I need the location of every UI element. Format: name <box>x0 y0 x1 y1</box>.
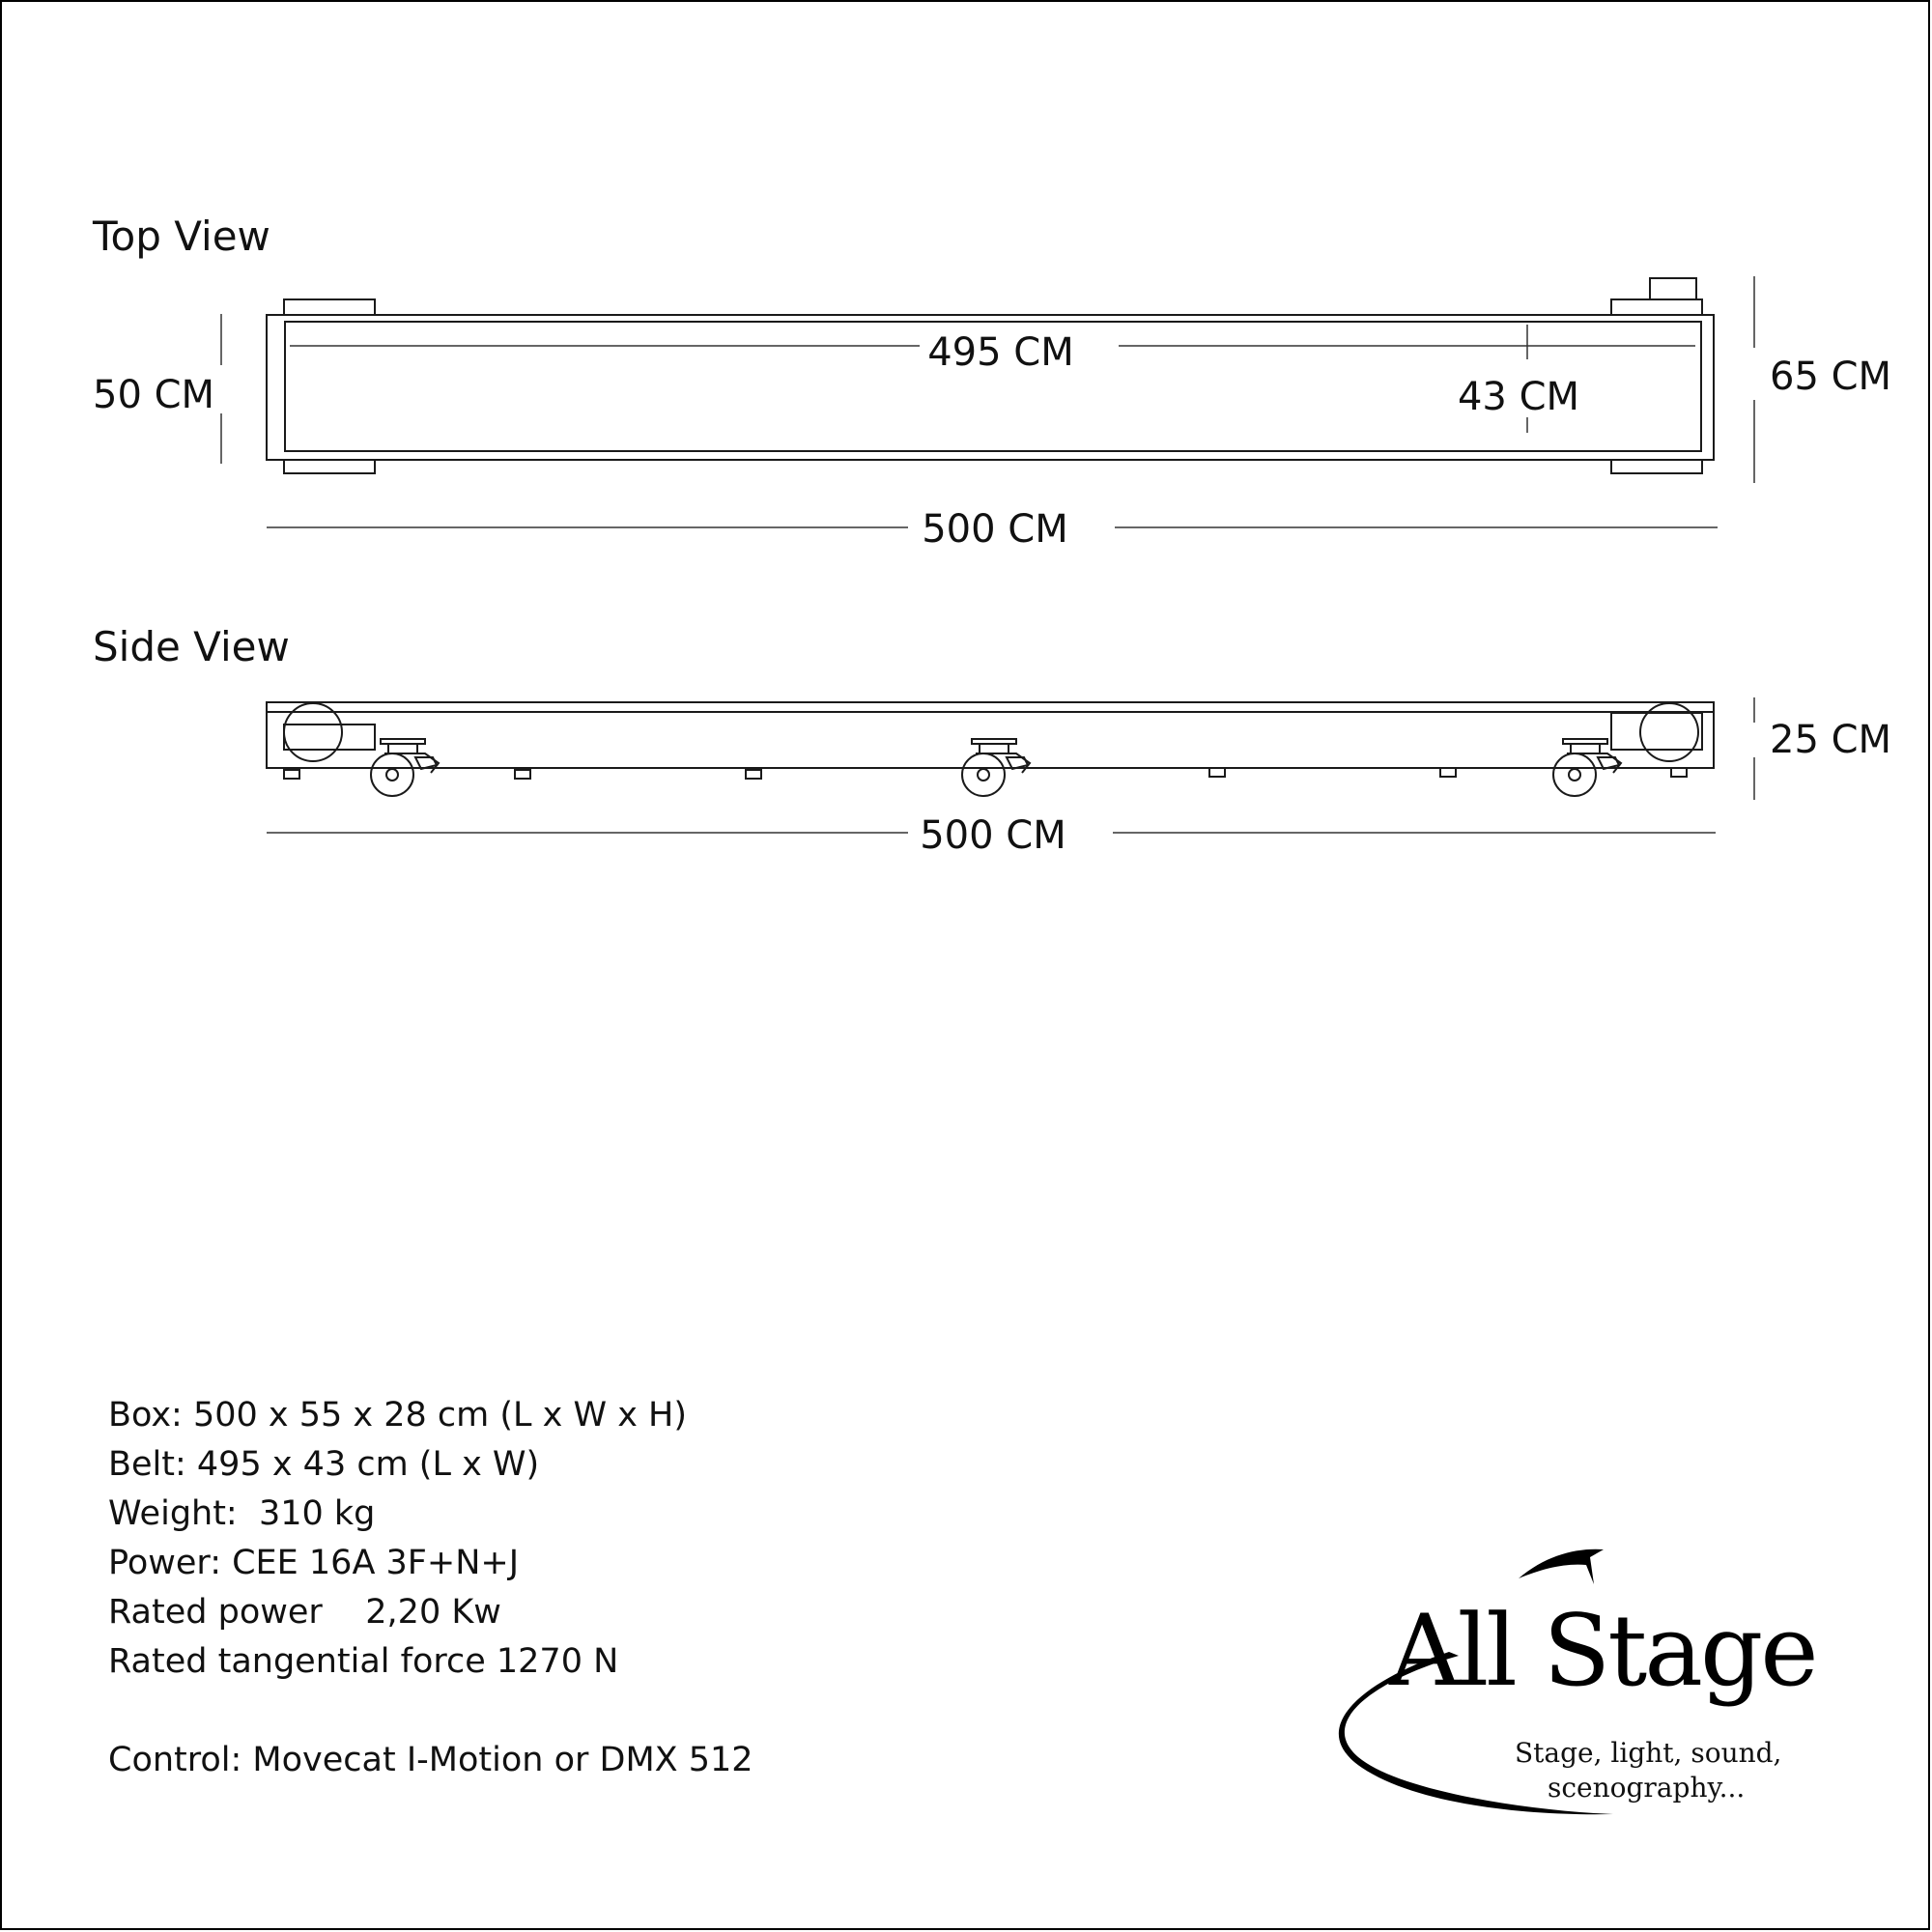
spec-control: Control: Movecat I-Motion or DMX 512 <box>108 1741 753 1779</box>
spec-weight: Weight: 310 kg <box>108 1494 376 1533</box>
side-view-title: Side View <box>93 623 290 670</box>
top-length-label: 500 CM <box>922 507 1068 552</box>
overall-width-label: 65 CM <box>1770 355 1892 399</box>
spec-power: Power: CEE 16A 3F+N+J <box>108 1544 520 1582</box>
spec-belt: Belt: 495 x 43 cm (L x W) <box>108 1445 540 1484</box>
logo-tagline-line2: scenography... <box>1548 1772 1746 1804</box>
height-label: 25 CM <box>1770 718 1892 762</box>
logo-name: All Stage <box>1389 1594 1816 1709</box>
side-length-label: 500 CM <box>920 813 1066 858</box>
top-view-title: Top View <box>93 213 270 260</box>
spec-box: Box: 500 x 55 x 28 cm (L x W x H) <box>108 1396 688 1435</box>
inner-width-label: 50 CM <box>93 373 215 417</box>
spec-rated-power: Rated power 2,20 Kw <box>108 1593 501 1632</box>
spec-tangential-force: Rated tangential force 1270 N <box>108 1642 619 1681</box>
spec-gap <box>108 1687 753 1736</box>
belt-width-label: 43 CM <box>1457 375 1580 419</box>
logo-tagline-line1: Stage, light, sound, <box>1515 1737 1782 1769</box>
belt-length-label: 495 CM <box>927 330 1074 375</box>
side-view-outline <box>267 702 1714 779</box>
spec-list <box>108 1391 753 1785</box>
all-stage-logo <box>1323 1536 1826 1826</box>
